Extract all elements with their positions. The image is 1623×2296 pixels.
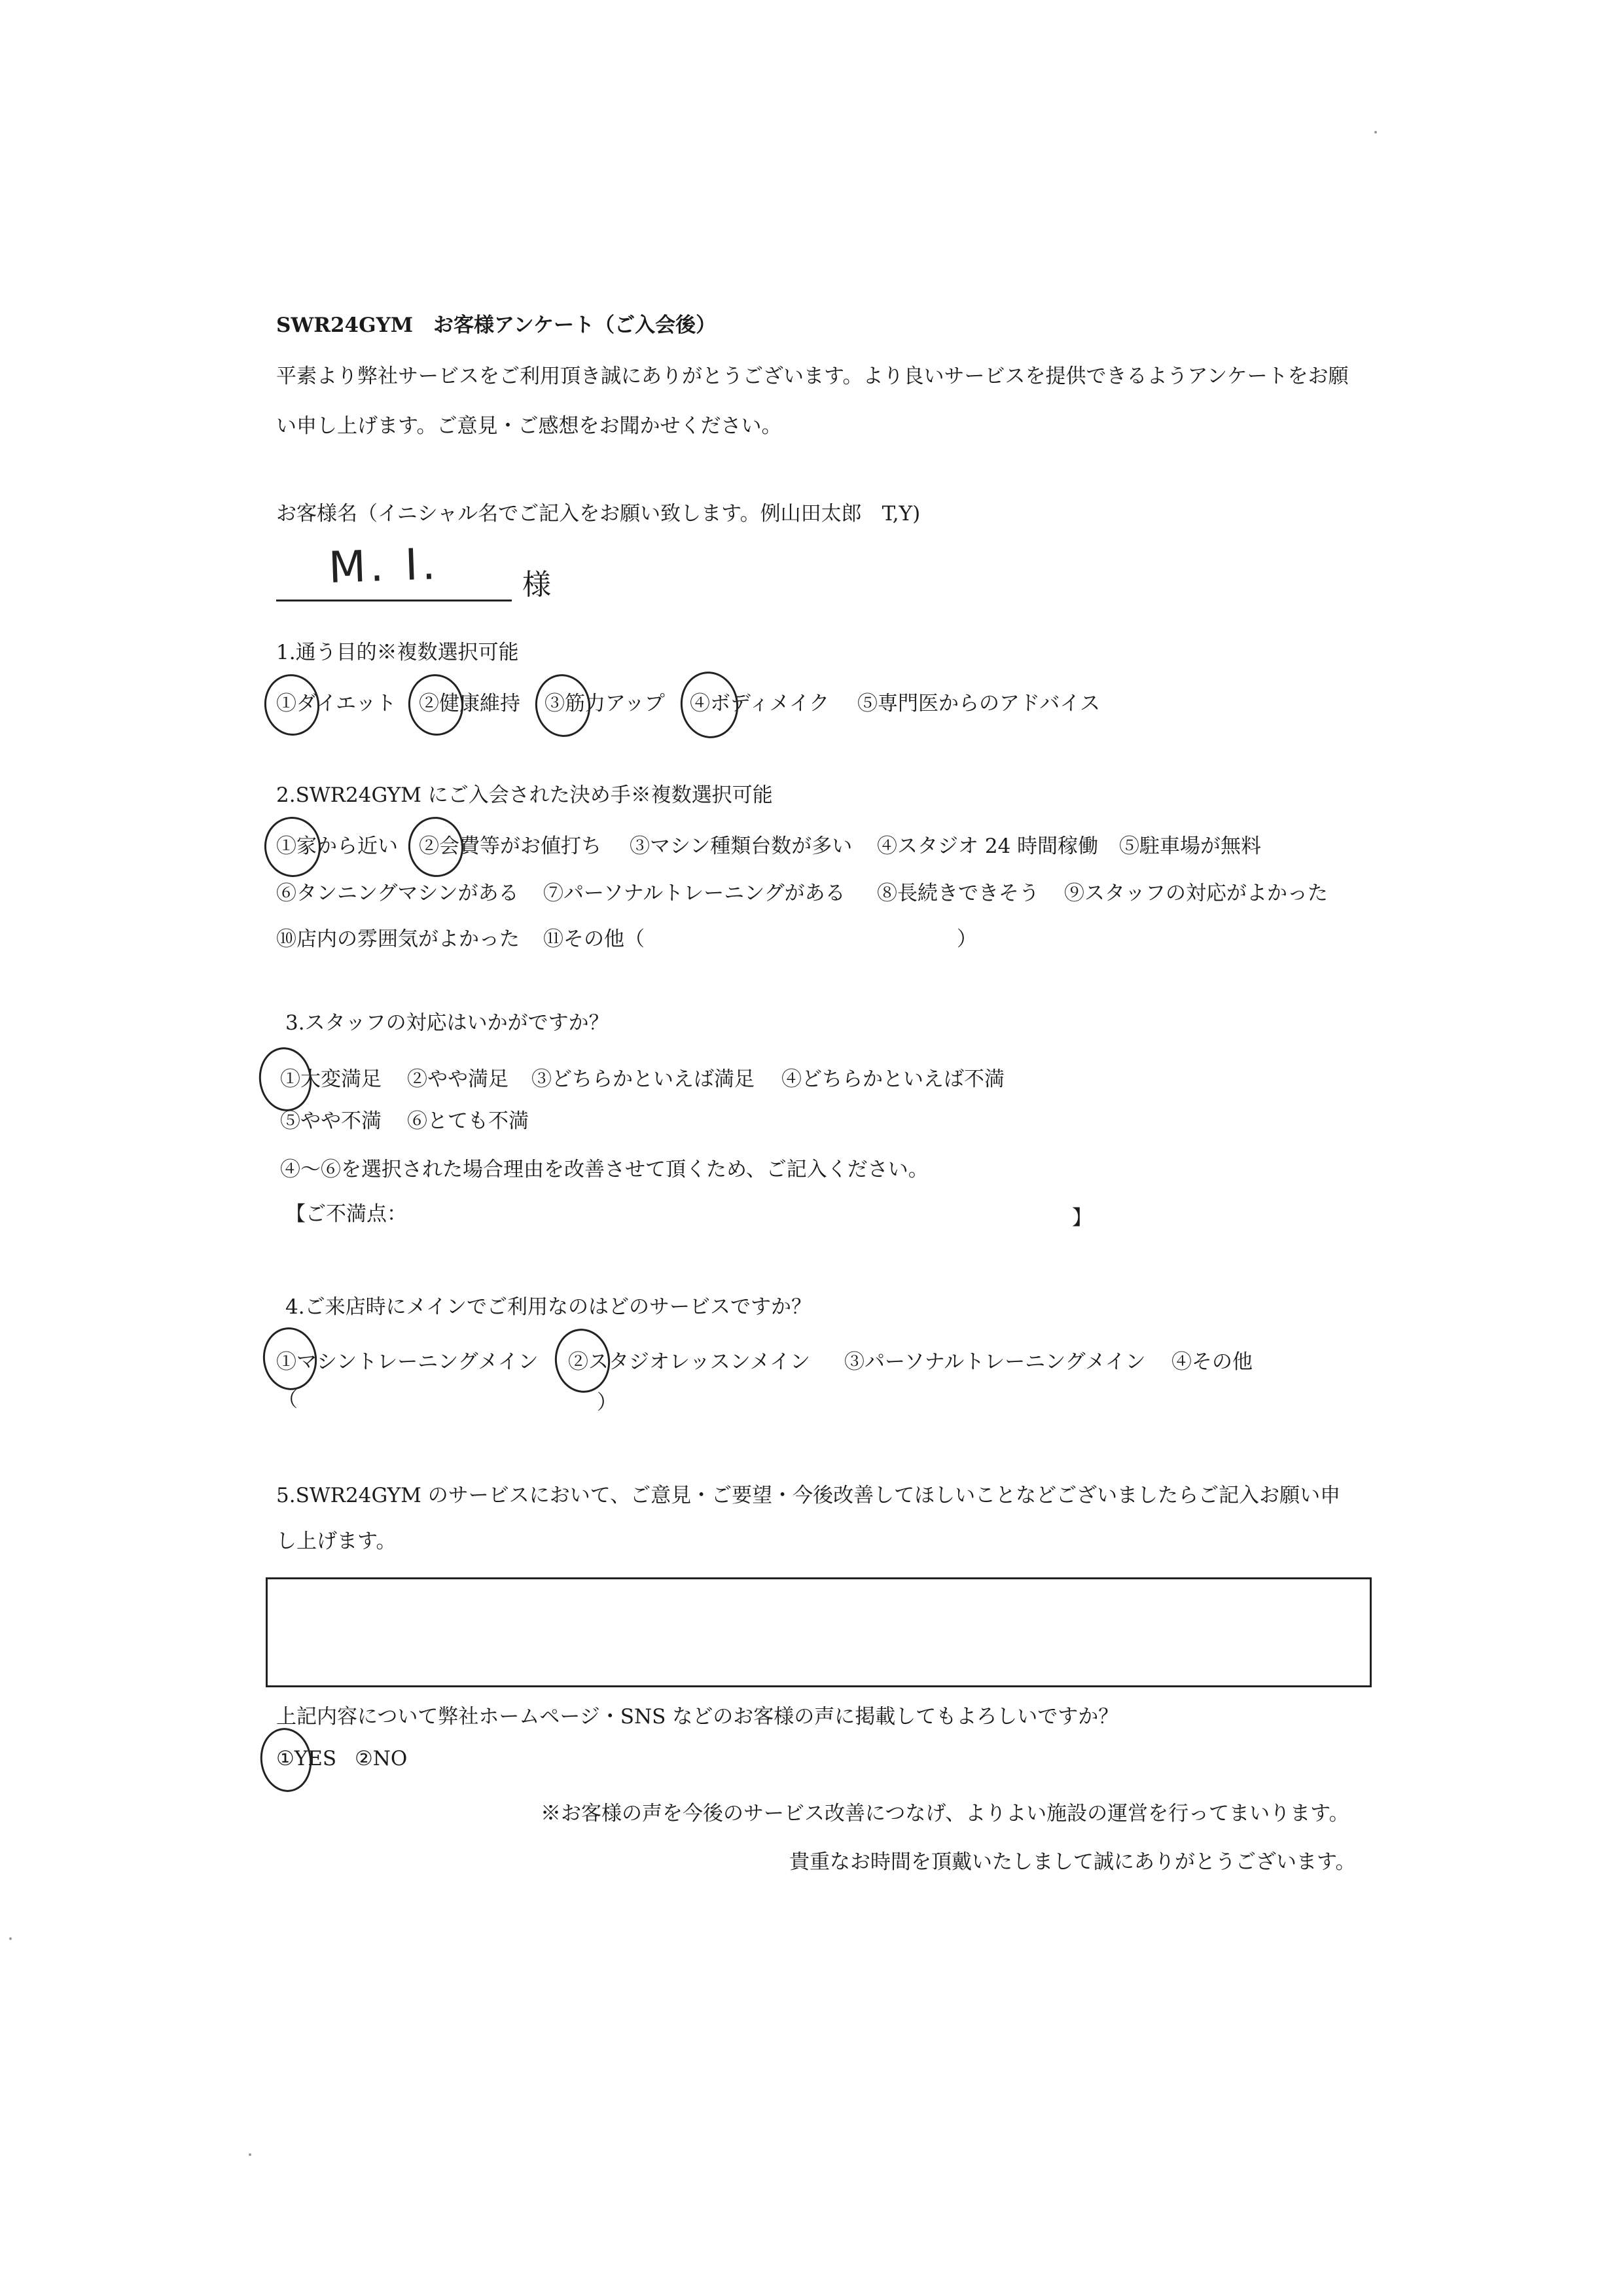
q4-other-close: ） <box>597 1391 617 1414</box>
q4-option-1-handcircle <box>259 1324 321 1393</box>
q5-title-line1: 5.SWR24GYM のサービスにおいて、ご意見・ご要望・今後改善してほしいことなどございましたらご記入お願い申 <box>276 1484 1341 1507</box>
q1-option-2-handcircle <box>404 671 467 740</box>
q3-option-5[interactable]: ⑤やや不満 <box>280 1109 382 1133</box>
q1-option-1[interactable]: ①ダイエット <box>276 692 397 715</box>
q2-option-11[interactable]: ⑪その他（ <box>543 927 645 951</box>
q3-option-2[interactable]: ②やや満足 <box>407 1067 508 1091</box>
q2-option-4[interactable]: ④スタジオ 24 時間稼働 <box>877 834 1099 858</box>
footer-line1: ※お客様の声を今後のサービス改善につなげ、よりよい施設の運営を行ってまいります。 <box>541 1802 1349 1825</box>
q3-option-6[interactable]: ⑥とても不満 <box>407 1109 529 1133</box>
q3-option-3[interactable]: ③どちらかといえば満足 <box>531 1067 755 1091</box>
q4-option-4[interactable]: ④その他 <box>1171 1350 1253 1374</box>
q1-option-5[interactable]: ⑤専門医からのアドバイス <box>857 692 1101 715</box>
consent-option-no[interactable]: ②NO <box>355 1747 408 1770</box>
footer-line2: 貴重なお時間を頂戴いたしまして誠にありがとうございます。 <box>789 1850 1356 1874</box>
q4-title: 4.ご来店時にメインでご利用なのはどのサービスですか？ <box>285 1295 812 1319</box>
q4-option-3[interactable]: ③パーソナルトレーニングメイン <box>844 1350 1146 1374</box>
q2-option-10[interactable]: ⑩店内の雰囲気がよかった <box>276 927 520 951</box>
q2-title: 2.SWR24GYM にご入会された決め手※複数選択可能 <box>276 783 773 807</box>
q1-title: 1.通う目的※複数選択可能 <box>276 641 519 664</box>
q2-option-5[interactable]: ⑤駐車場が無料 <box>1119 834 1261 858</box>
q2-option-7[interactable]: ⑦パーソナルトレーニングがある <box>543 882 846 905</box>
q4-option-2[interactable]: ②スタジオレッスンメイン <box>568 1350 811 1374</box>
survey-title: SWR24GYM お客様アンケート（ご入会後） <box>276 314 717 337</box>
q3-option-1-handcircle <box>255 1044 316 1115</box>
q3-title: 3.スタッフの対応はいかがですか？ <box>285 1011 609 1035</box>
q2-option-9[interactable]: ⑨スタッフの対応がよかった <box>1064 882 1328 905</box>
consent-question: 上記内容について弊社ホームページ・SNS などのお客様の声に掲載してもよろしいですか？ <box>276 1705 1119 1729</box>
q5-title-line2: し上げます。 <box>276 1530 397 1553</box>
q2-option-3[interactable]: ③マシン種類台数が多い <box>630 834 853 858</box>
q1-option-4[interactable]: ④ボディメイク <box>690 692 830 715</box>
q4-option-2-handcircle <box>551 1325 615 1397</box>
q3-complaint-close: 】 <box>1072 1206 1092 1230</box>
q1-option-3-handcircle <box>531 671 595 741</box>
q5-comment-box[interactable] <box>266 1577 1372 1687</box>
q1-option-2[interactable]: ②健康維持 <box>419 692 520 715</box>
customer-name-underline <box>276 600 512 601</box>
scan-speck <box>9 1937 12 1940</box>
q4-other-open: （ <box>277 1388 298 1412</box>
q3-complaint-label: 【ご不満点： <box>285 1202 407 1226</box>
q1-option-3[interactable]: ③筋力アップ <box>544 692 665 715</box>
q1-option-4-handcircle <box>676 668 742 742</box>
customer-name-handwritten: M. I. <box>327 539 440 593</box>
customer-name-suffix: 様 <box>522 568 551 601</box>
intro-text-line1: 平素より弊社サービスをご利用頂き誠にありがとうございます。より良いサービスを提供できるようアンケートをお願 <box>276 365 1349 388</box>
q3-option-4[interactable]: ④どちらかといえば不満 <box>781 1067 1005 1091</box>
consent-option-yes-handcircle <box>257 1725 316 1795</box>
q2-other-close: ） <box>957 927 977 951</box>
q1-option-1-handcircle <box>260 671 323 740</box>
scan-speck <box>249 2153 251 2156</box>
q2-option-1[interactable]: ①家から近い <box>276 834 398 858</box>
q2-option-2[interactable]: ②会費等がお値打ち <box>419 834 601 858</box>
customer-name-label: お客様名（イニシャル名でご記入をお願い致します。例山田太郎 T,Y) <box>276 502 921 526</box>
q3-option-1[interactable]: ①大変満足 <box>280 1067 382 1091</box>
q3-note: ④～⑥を選択された場合理由を改善させて頂くため、ご記入ください。 <box>280 1158 929 1181</box>
q2-option-8[interactable]: ⑧長続きできそう <box>877 882 1039 905</box>
scan-speck <box>1374 131 1377 134</box>
q4-option-1[interactable]: ①マシントレーニングメイン <box>276 1350 539 1374</box>
intro-text-line2: い申し上げます。ご意見・ご感想をお聞かせください。 <box>276 414 782 438</box>
q2-option-1-handcircle <box>260 813 325 880</box>
consent-option-yes[interactable]: ①YES <box>276 1747 337 1770</box>
q2-option-6[interactable]: ⑥タンニングマシンがある <box>276 882 519 905</box>
q2-option-2-handcircle <box>404 814 467 881</box>
